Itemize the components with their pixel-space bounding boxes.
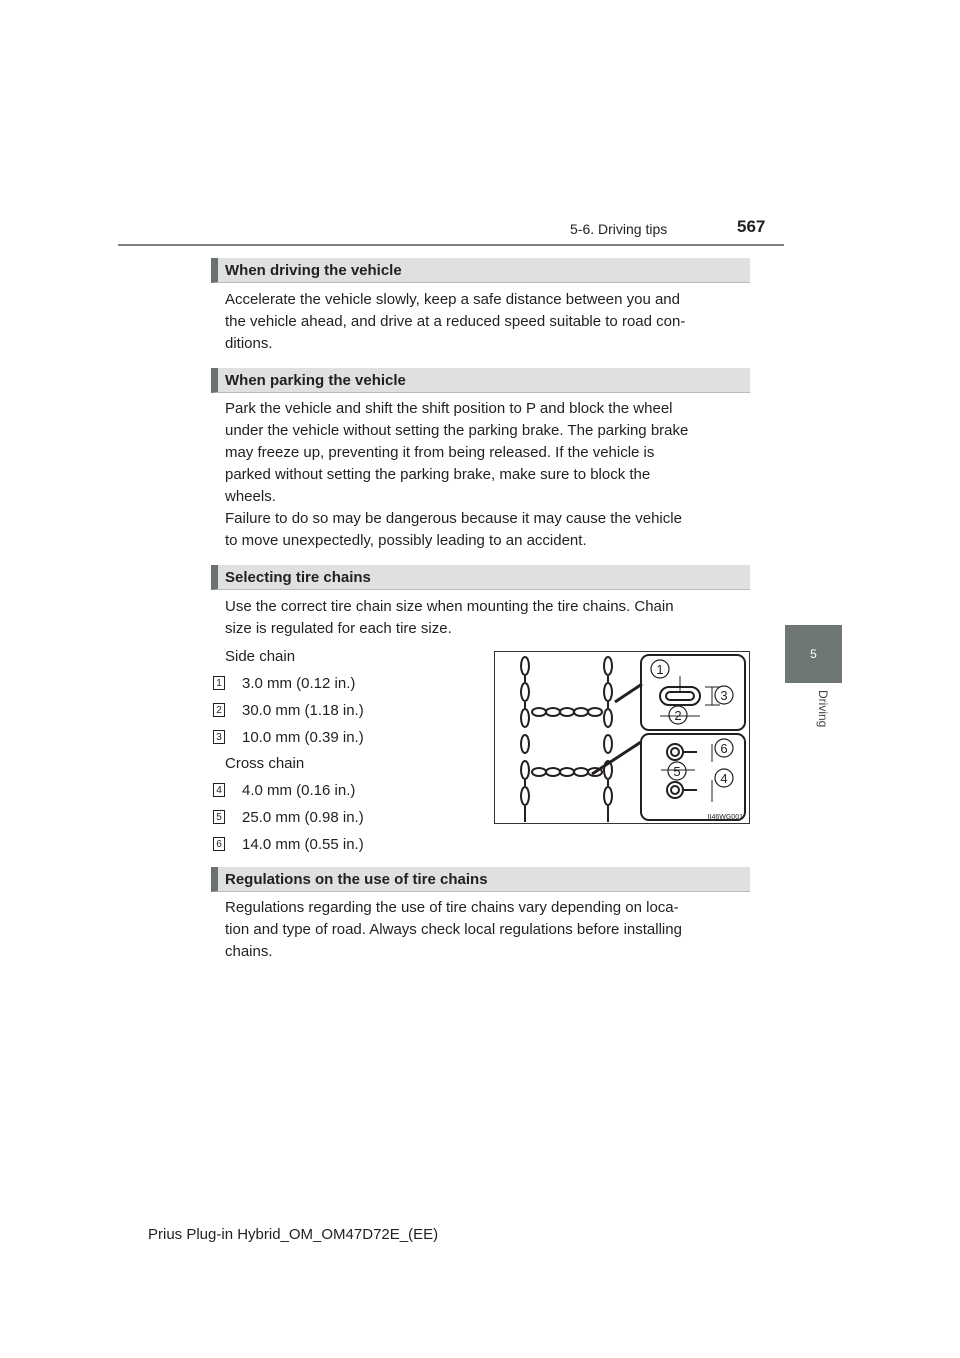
spec-value-1: 3.0 mm (0.12 in.) <box>242 675 356 692</box>
text-line: the vehicle ahead, and drive at a reduced speed suitable to road con- <box>225 313 686 330</box>
callout-3-label: 3 <box>720 688 728 703</box>
callout-6-label: 6 <box>720 741 728 756</box>
callout-2-label: 2 <box>674 708 682 723</box>
paragraph-tire-chains <box>225 596 745 640</box>
text-line: may freeze up, preventing it from being released. If the vehicle is <box>225 444 655 461</box>
chapter-number: 5 <box>810 647 817 661</box>
item-number-3: 3 <box>213 730 225 744</box>
side-chain-label: Side chain <box>225 648 296 665</box>
document-footer: Prius Plug-in Hybrid_OM_OM47D72E_(EE) <box>148 1226 439 1243</box>
chain-right <box>604 657 612 822</box>
text-line: chains. <box>225 943 273 960</box>
heading-driving: When driving the vehicle <box>211 258 750 283</box>
spec-value-2: 30.0 mm (1.18 in.) <box>242 702 364 719</box>
cross-chain-lower <box>532 768 602 776</box>
cross-chain-label: Cross chain <box>225 755 305 772</box>
spec-value-5: 25.0 mm (0.98 in.) <box>242 809 364 826</box>
text-line: parked without setting the parking brake, make sure to block the <box>225 466 651 483</box>
callout-1-label: 1 <box>656 662 664 677</box>
item-number-4: 4 <box>213 783 225 797</box>
detail-cross-chain <box>641 734 745 820</box>
text-line: wheels. <box>225 488 276 505</box>
text-line: Park the vehicle and shift the shift position to P and block the wheel <box>225 400 673 417</box>
spec-value-6: 14.0 mm (0.55 in.) <box>242 836 364 853</box>
text-line: tion and type of road. Always check local regulations before installing <box>225 921 682 938</box>
page-number: 567 <box>737 217 766 236</box>
text-line: under the vehicle without setting the parking brake. The parking brake <box>225 422 689 439</box>
text-line: ditions. <box>225 335 273 352</box>
spec-value-4: 4.0 mm (0.16 in.) <box>242 782 356 799</box>
paragraph-regulations <box>225 897 745 963</box>
spec-value-3: 10.0 mm (0.39 in.) <box>242 729 364 746</box>
heading-parking: When parking the vehicle <box>211 368 750 393</box>
heading-regulations: Regulations on the use of tire chains <box>211 867 750 892</box>
text-line: Use the correct tire chain size when mounting the tire chains. Chain <box>225 598 674 615</box>
chapter-label: Driving <box>816 690 830 728</box>
text-line: Accelerate the vehicle slowly, keep a safe distance between you and <box>225 291 680 308</box>
text-line: size is regulated for each tire size. <box>225 620 452 637</box>
item-number-1: 1 <box>213 676 225 690</box>
item-number-5: 5 <box>213 810 225 824</box>
text-line: Failure to do so may be dangerous because it may cause the vehicle <box>225 510 682 527</box>
item-number-6: 6 <box>213 837 225 851</box>
text-line: Regulations regarding the use of tire chains vary depending on loca- <box>225 899 679 916</box>
tire-chain-illustration <box>494 651 750 824</box>
chain-left <box>521 657 529 822</box>
callout-4-label: 4 <box>720 771 728 786</box>
figure-code: II46WG001 <box>707 814 743 821</box>
item-number-2: 2 <box>213 703 225 717</box>
text-line: to move unexpectedly, possibly leading to an accident. <box>225 532 587 549</box>
cross-chain-upper <box>532 708 602 716</box>
section-label: 5-6. Driving tips <box>570 221 668 237</box>
heading-tire-chains: Selecting tire chains <box>211 565 750 590</box>
paragraph-driving <box>225 289 745 355</box>
chapter-tab <box>785 625 842 683</box>
callout-5-label: 5 <box>673 764 681 779</box>
paragraph-parking <box>225 398 745 552</box>
tire-chain-drawing <box>495 652 749 823</box>
header-rule <box>118 244 784 246</box>
